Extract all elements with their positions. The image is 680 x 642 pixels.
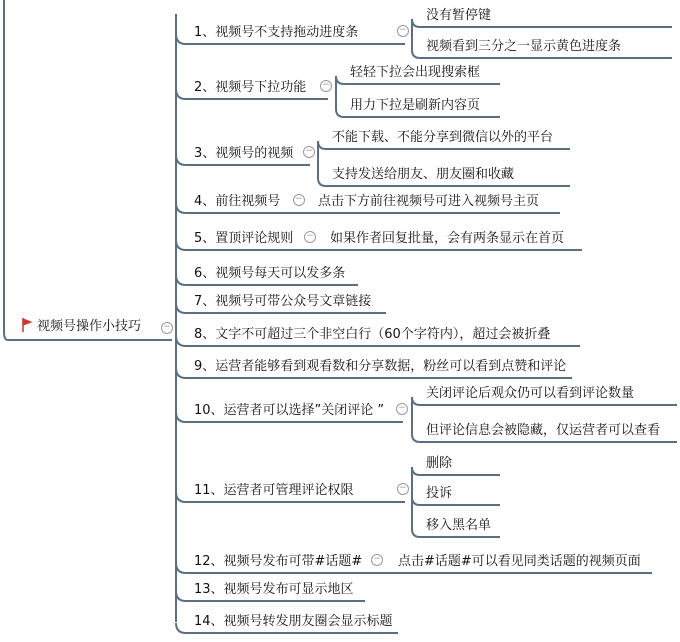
connector-curve <box>4 0 8 340</box>
branch-collapse-icon[interactable]: − <box>293 194 305 206</box>
branch-node[interactable]: 4、前往视频号 <box>194 194 281 209</box>
branch-collapse-icon[interactable]: − <box>397 483 409 495</box>
branch-node[interactable]: 11、运营者可管理评论权限 <box>194 483 354 498</box>
leaf-node[interactable]: 但评论信息会被隐藏，仅运营者可以查看 <box>426 423 661 438</box>
red-flag-icon <box>22 318 33 332</box>
leaf-node[interactable]: 关闭评论后观众仍可以看到评论数量 <box>426 386 635 401</box>
branch-node[interactable]: 14、视频号转发朋友圈会显示标题 <box>194 614 393 629</box>
branch-node[interactable]: 7、视频号可带公众号文章链接 <box>194 294 372 309</box>
leaf-node[interactable]: 轻轻下拉会出现搜索框 <box>350 65 481 80</box>
branch-node[interactable]: 5、置顶评论规则 <box>194 231 294 246</box>
leaf-node[interactable]: 用力下拉是刷新内容页 <box>350 98 481 113</box>
leaf-node[interactable]: 不能下载、不能分享到微信以外的平台 <box>332 130 554 145</box>
branch-collapse-icon[interactable]: − <box>304 231 316 243</box>
branch-node[interactable]: 6、视频号每天可以发多条 <box>194 266 346 281</box>
leaf-node[interactable]: 没有暂停键 <box>426 8 492 23</box>
root-label: 视频号操作小技巧 <box>37 319 142 334</box>
leaf-node[interactable]: 移入黑名单 <box>426 518 492 533</box>
leaf-node[interactable]: 如果作者回复批量，会有两条显示在首页 <box>330 231 565 246</box>
leaf-node[interactable]: 视频看到三分之一显示黄色进度条 <box>426 39 622 54</box>
branch-node[interactable]: 3、视频号的视频 <box>194 146 294 161</box>
branch-node[interactable]: 1、视频号不支持拖动进度条 <box>194 25 359 40</box>
root-collapse-icon[interactable]: − <box>161 322 173 334</box>
leaf-node[interactable]: 点击下方前往视频号可进入视频号主页 <box>318 194 540 209</box>
leaf-node[interactable]: 点击#话题#可以看见同类话题的视频页面 <box>398 554 641 569</box>
root-node[interactable] <box>22 318 141 336</box>
branch-node[interactable]: 2、视频号下拉功能 <box>194 80 307 95</box>
branch-collapse-icon[interactable]: − <box>371 554 383 566</box>
branch-node[interactable]: 13、视频号发布可显示地区 <box>194 582 354 597</box>
branch-node[interactable]: 10、运营者可以选择”关闭评论 ” <box>194 403 385 418</box>
branch-node[interactable]: 8、文字不可超过三个非空白行（60个字符内），超过会被折叠 <box>194 327 551 342</box>
leaf-node[interactable]: 删除 <box>426 456 453 471</box>
leaf-node[interactable]: 投诉 <box>426 486 453 501</box>
branch-node[interactable]: 12、视频号发布可带#话题# <box>194 554 363 569</box>
branch-collapse-icon[interactable]: − <box>303 146 315 158</box>
branch-collapse-icon[interactable]: − <box>397 25 409 37</box>
branch-collapse-icon[interactable]: − <box>320 80 332 92</box>
branch-node[interactable]: 9、运营者能够看到观看数和分享数据，粉丝可以看到点赞和评论 <box>194 359 567 374</box>
branch-collapse-icon[interactable]: − <box>396 403 408 415</box>
leaf-node[interactable]: 支持发送给朋友、朋友圈和收藏 <box>332 167 515 182</box>
